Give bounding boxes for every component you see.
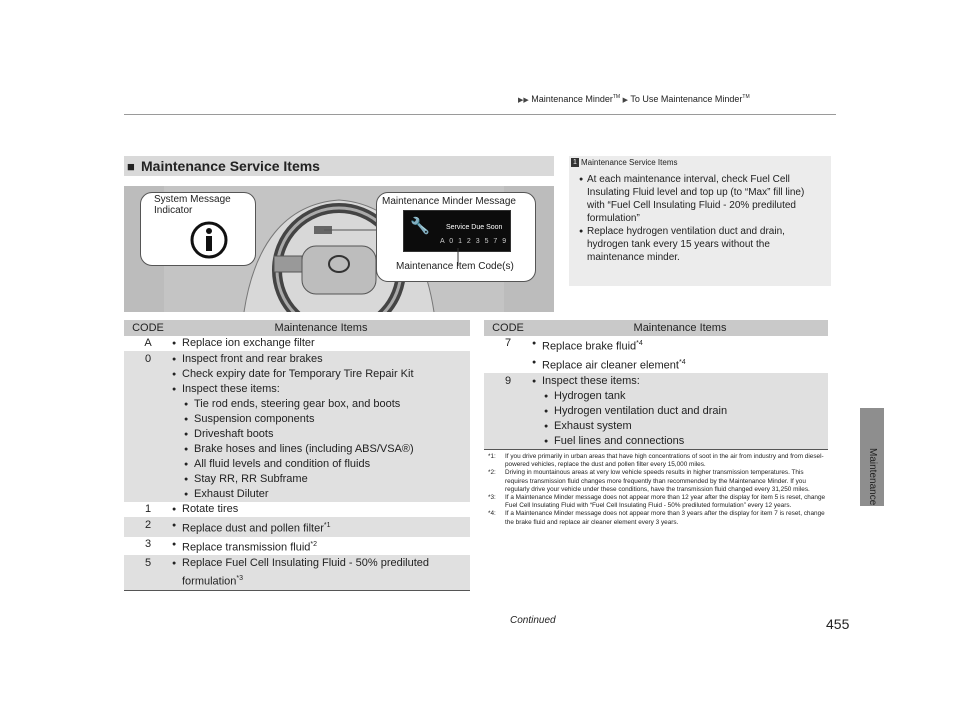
maintenance-subitem: ● Stay RR, RR Subframe bbox=[172, 472, 470, 487]
footnote-text: If a Maintenance Minder message does not appear more than 12 year after the display for item 5 is reset, change Fuel Cell Insulating Fluid with “Fuel Cell Insulating Fluid - 50% prediluted formulation” every 12 years. bbox=[505, 494, 826, 510]
section-heading bbox=[124, 156, 554, 176]
item-text: Replace air cleaner element bbox=[542, 359, 679, 372]
breadcrumb-arrow-icon: ▶ bbox=[622, 97, 628, 104]
maintenance-item bbox=[172, 537, 470, 556]
trademark-mark: TM bbox=[612, 94, 621, 100]
column-header-items: Maintenance Items bbox=[172, 320, 470, 336]
maintenance-subitem: ● Hydrogen tank bbox=[532, 389, 828, 404]
maintenance-subitem: ● Exhaust system bbox=[532, 419, 828, 434]
code-cell: 1 bbox=[124, 502, 172, 518]
maintenance-item: ● Rotate tires bbox=[172, 502, 470, 517]
maintenance-code-readout: A 0 1 2 3 5 7 9 bbox=[440, 238, 508, 245]
column-header-code: CODE bbox=[484, 320, 532, 336]
column-header-items: Maintenance Items bbox=[532, 320, 828, 336]
footnote-mark: *1: bbox=[488, 453, 496, 460]
maintenance-subitem: ● All fluid levels and condition of fluids bbox=[172, 457, 470, 472]
dashboard-illustration bbox=[124, 186, 554, 312]
footnote-text: Driving in mountainous areas at very low vehicle speeds results in higher transmission temperatures. This requires transmission fluid changes more frequently than recommended by the Maintenance Minder. If you regularly drive your vehicle under these conditions, have the transmission fluid changed every 31,250 miles. bbox=[505, 469, 810, 493]
code-cell: 9 bbox=[484, 374, 532, 450]
breadcrumb-part2: To Use Maintenance Minder bbox=[630, 94, 743, 104]
code-cell: 3 bbox=[124, 537, 172, 556]
breadcrumb-part1: Maintenance Minder bbox=[531, 94, 613, 104]
page-number: 455 bbox=[826, 616, 850, 632]
maintenance-item: ● Inspect these items: bbox=[532, 374, 828, 389]
code-cell: 7 bbox=[484, 336, 532, 374]
footnote bbox=[488, 510, 828, 526]
maintenance-subitem: ● Driveshaft boots bbox=[172, 427, 470, 442]
footnote-text: If a Maintenance Minder message does not appear more than 3 years after the display for item 7 is reset, change the brake fluid and replace air cleaner element every 3 years. bbox=[505, 510, 825, 526]
maintenance-item bbox=[532, 355, 828, 374]
code-cell: 2 bbox=[124, 518, 172, 537]
trademark-mark: TM bbox=[742, 94, 750, 100]
footnote-mark: *2: bbox=[488, 469, 496, 477]
maintenance-item bbox=[172, 518, 470, 537]
continued-label: Continued bbox=[510, 615, 556, 626]
footnote-mark: *4: bbox=[488, 510, 496, 518]
note-heading bbox=[571, 158, 678, 167]
maintenance-subitem: ● Brake hoses and lines (including ABS/VSA®) bbox=[172, 442, 470, 457]
maintenance-subitem: ● Exhaust Diluter bbox=[172, 487, 470, 502]
footnote bbox=[488, 453, 828, 469]
footnote-ref: *4 bbox=[678, 358, 686, 366]
service-due-message: Service Due Soon bbox=[446, 224, 503, 231]
maintenance-subitem: ● Hydrogen ventilation duct and drain bbox=[532, 404, 828, 419]
maintenance-item: ● Check expiry date for Temporary Tire Repair Kit bbox=[172, 367, 470, 382]
note-item: ● At each maintenance interval, check Fuel Cell Insulating Fluid level and top up (to “Max” fill line) with “Fuel Cell Insulating Fluid - 20% prediluted formulation” bbox=[579, 173, 823, 225]
item-text: Replace transmission fluid bbox=[182, 541, 311, 554]
maintenance-item bbox=[172, 556, 470, 590]
info-indicator-icon bbox=[189, 220, 229, 260]
footnote-text: If you drive primarily in urban areas that have high concentrations of soot in the air from industry and from diesel-powered vehicles, replace the dust and pollen filter every 15,000 miles. bbox=[505, 453, 824, 469]
note-list bbox=[579, 173, 823, 264]
item-text: Replace brake fluid bbox=[542, 340, 637, 353]
system-message-indicator-label: System Message Indicator bbox=[154, 194, 231, 216]
code-cell: 5 bbox=[124, 556, 172, 591]
footnotes bbox=[488, 453, 828, 527]
maintenance-item: ● Inspect front and rear brakes bbox=[172, 352, 470, 367]
code-cell: A bbox=[124, 336, 172, 352]
header-rule bbox=[124, 114, 836, 115]
item-text: Replace Fuel Cell Insulating Fluid - 50% prediluted formulation bbox=[182, 557, 430, 588]
note-box bbox=[569, 156, 831, 286]
footnote-ref: *4 bbox=[636, 340, 643, 347]
footnote bbox=[488, 469, 828, 494]
chapter-side-label: Maintenance bbox=[867, 448, 878, 506]
footnote bbox=[488, 494, 828, 510]
breadcrumb-arrow-icon: ▶▶ bbox=[518, 97, 529, 104]
maintenance-subitem: ● Fuel lines and connections bbox=[532, 434, 828, 449]
footnote-mark: *3: bbox=[488, 494, 496, 502]
note-number-badge: 1 bbox=[571, 158, 579, 167]
maintenance-items-table-right bbox=[484, 320, 828, 450]
maintenance-subitem: ● Tie rod ends, steering gear box, and boots bbox=[172, 397, 470, 412]
note-item: ● Replace hydrogen ventilation duct and drain, hydrogen tank every 15 years without the maintenance minder. bbox=[579, 225, 823, 264]
maintenance-item-codes-label: Maintenance Item Code(s) bbox=[396, 261, 514, 272]
code-cell: 0 bbox=[124, 352, 172, 503]
wrench-icon: 🔧 bbox=[410, 218, 430, 235]
mid-display-screen bbox=[403, 210, 511, 252]
footnote-ref: *2 bbox=[310, 540, 318, 548]
footnote-ref: *3 bbox=[236, 575, 244, 583]
section-title: Maintenance Service Items bbox=[141, 158, 320, 174]
maintenance-items-table-left bbox=[124, 320, 470, 591]
maintenance-subitem: ● Suspension components bbox=[172, 412, 470, 427]
column-header-code: CODE bbox=[124, 320, 172, 336]
maintenance-item: ● Inspect these items: bbox=[172, 382, 470, 397]
breadcrumb bbox=[518, 94, 750, 104]
footnote-ref: *1 bbox=[323, 522, 331, 529]
maintenance-item: ● Replace ion exchange filter bbox=[172, 336, 470, 351]
maintenance-item bbox=[532, 336, 828, 355]
item-text: Replace dust and pollen filter bbox=[182, 522, 324, 535]
maintenance-minder-message-label: Maintenance Minder Message bbox=[382, 196, 516, 207]
note-title: Maintenance Service Items bbox=[581, 158, 678, 167]
section-marker-icon: ■ bbox=[127, 159, 135, 174]
